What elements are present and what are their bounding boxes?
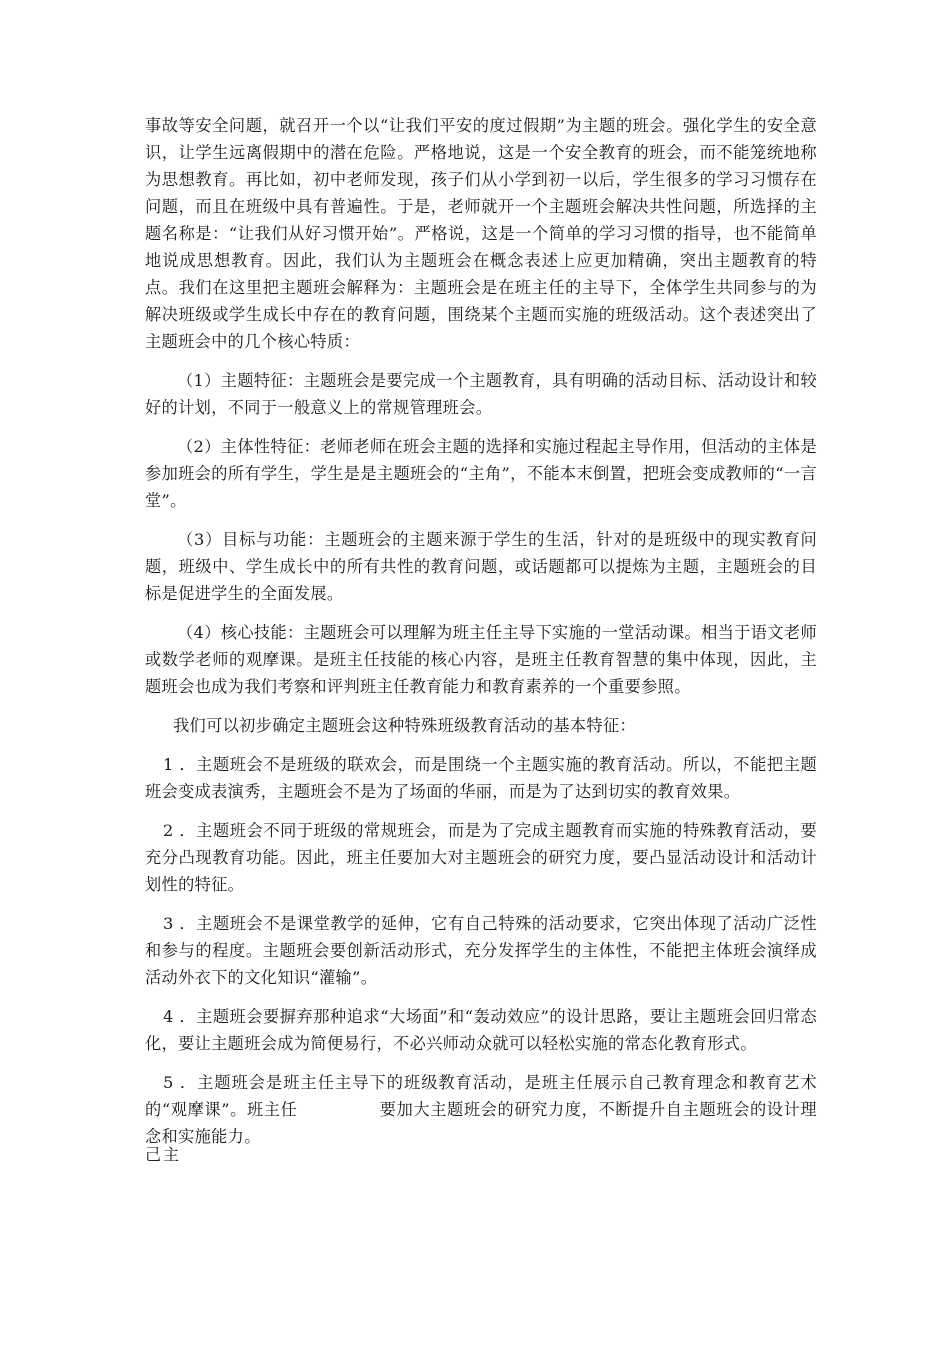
intro-paragraph: 事故等安全问题，就召开一个以“让我们平安的度过假期”为主题的班会。强化学生的安全意识，让学生远离假期中的潜在危险。严格地说，这是一个安全教育的班会，而不能笼统地称为思想教育。再比如，初中老师发现，孩子们从小学到初一以后，学生很多的学习习惯存在问题，而且在班级中具有普遍性。于是，老师就开一个主题班会解决共性问题，所选择的主题名称是：“让我们从好习惯开始”。严格说，这是一个简单的学习习惯的指导，也不能简单地说成思想教育。因此，我们认为主题班会在概念表述上应更加精确，突出主题教育的特点。我们在这里把主题班会解释为：主题班会是在班主任的主导下，全体学生共同参与的为解决班级或学生成长中存在的教育问题，围绕某个主题而实施的班级活动。这个表述突出了主题班会中的几个核心特质：: [145, 116, 817, 351]
point-paragraph-4: 4 ．主题班会要摒弃那种追求“大场面”和“轰动效应”的设计思路，要让主题班会回归常态化，要让主题班会成为简便易行，不必兴师动众就可以轻松实施的常态化教育形式。: [145, 1007, 817, 1053]
feature-paragraph-3: （3）目标与功能：主题班会的主题来源于学生的生活，针对的是班级中的现实教育问题，班级中、学生成长中的所有共性的教育问题，或话题都可以提炼为主题，主题班会的目标是促进学生的全面发展。: [145, 530, 817, 603]
feature-paragraph-4: （4）核心技能：主题班会可以理解为班主任主导下实施的一堂活动课。相当于语文老师或数学老师的观摩课。是班主任技能的核心内容，是班主任教育智慧的集中体现，因此，主题班会也成为我们考察和评判班主任教育能力和教育素养的一个重要参照。: [145, 623, 817, 696]
lead-paragraph: 我们可以初步确定主题班会这种特殊班级教育活动的基本特征：: [173, 716, 637, 735]
point-5-part-1: 5 ．主题班会是班主任主导下的班级教育活动，是班主任展示自己教育理念和教育艺术的“观摩课”。班主任: [145, 1073, 817, 1119]
feature-paragraph-2: （2）主体性特征：老师老师在班会主题的选择和实施过程起主导作用，但活动的主体是参加班会的所有学生，学生是是主题班会的“主角”，不能本末倒置，把班会变成教师的“一言堂”。: [145, 437, 817, 510]
document-body: [145, 112, 817, 1162]
point-paragraph-2: 2 ．主题班会不同于班级的常规班会，而是为了完成主题教育而实施的特殊教育活动，要充分凸现教育功能。因此，班主任要加大对主题班会的研究力度，要凸显活动设计和活动计划性的特征。: [145, 821, 817, 894]
feature-paragraph-1: （1）主题特征：主题班会是要完成一个主题教育，具有明确的活动目标、活动设计和较好的计划，不同于一般意义上的常规管理班会。: [145, 371, 817, 417]
point-5-part-2: 要加大主题班会的研究力度，不断提升自: [379, 1100, 683, 1119]
point-paragraph-3: 3 ．主题班会不是课堂教学的延伸，它有自己特殊的活动要求，它突出体现了活动广泛性和参与的程度。主题班会要创新活动形式，充分发挥学生的主体性，不能把主体班会演绎成活动外衣下的文化知识“灌输”。: [145, 914, 817, 987]
point-paragraph-1: 1 ．主题班会不是班级的联欢会，而是围绕一个主题实施的教育活动。所以，不能把主题班会变成表演秀，主题班会不是为了场面的华丽，而是为了达到切实的教育效果。: [145, 755, 817, 801]
point-5-part-3: 主题班会的设计理念和实施能力。: [145, 1100, 817, 1146]
point-paragraph-5: [145, 1069, 817, 1150]
overlapping-text: 己主: [145, 1145, 182, 1164]
